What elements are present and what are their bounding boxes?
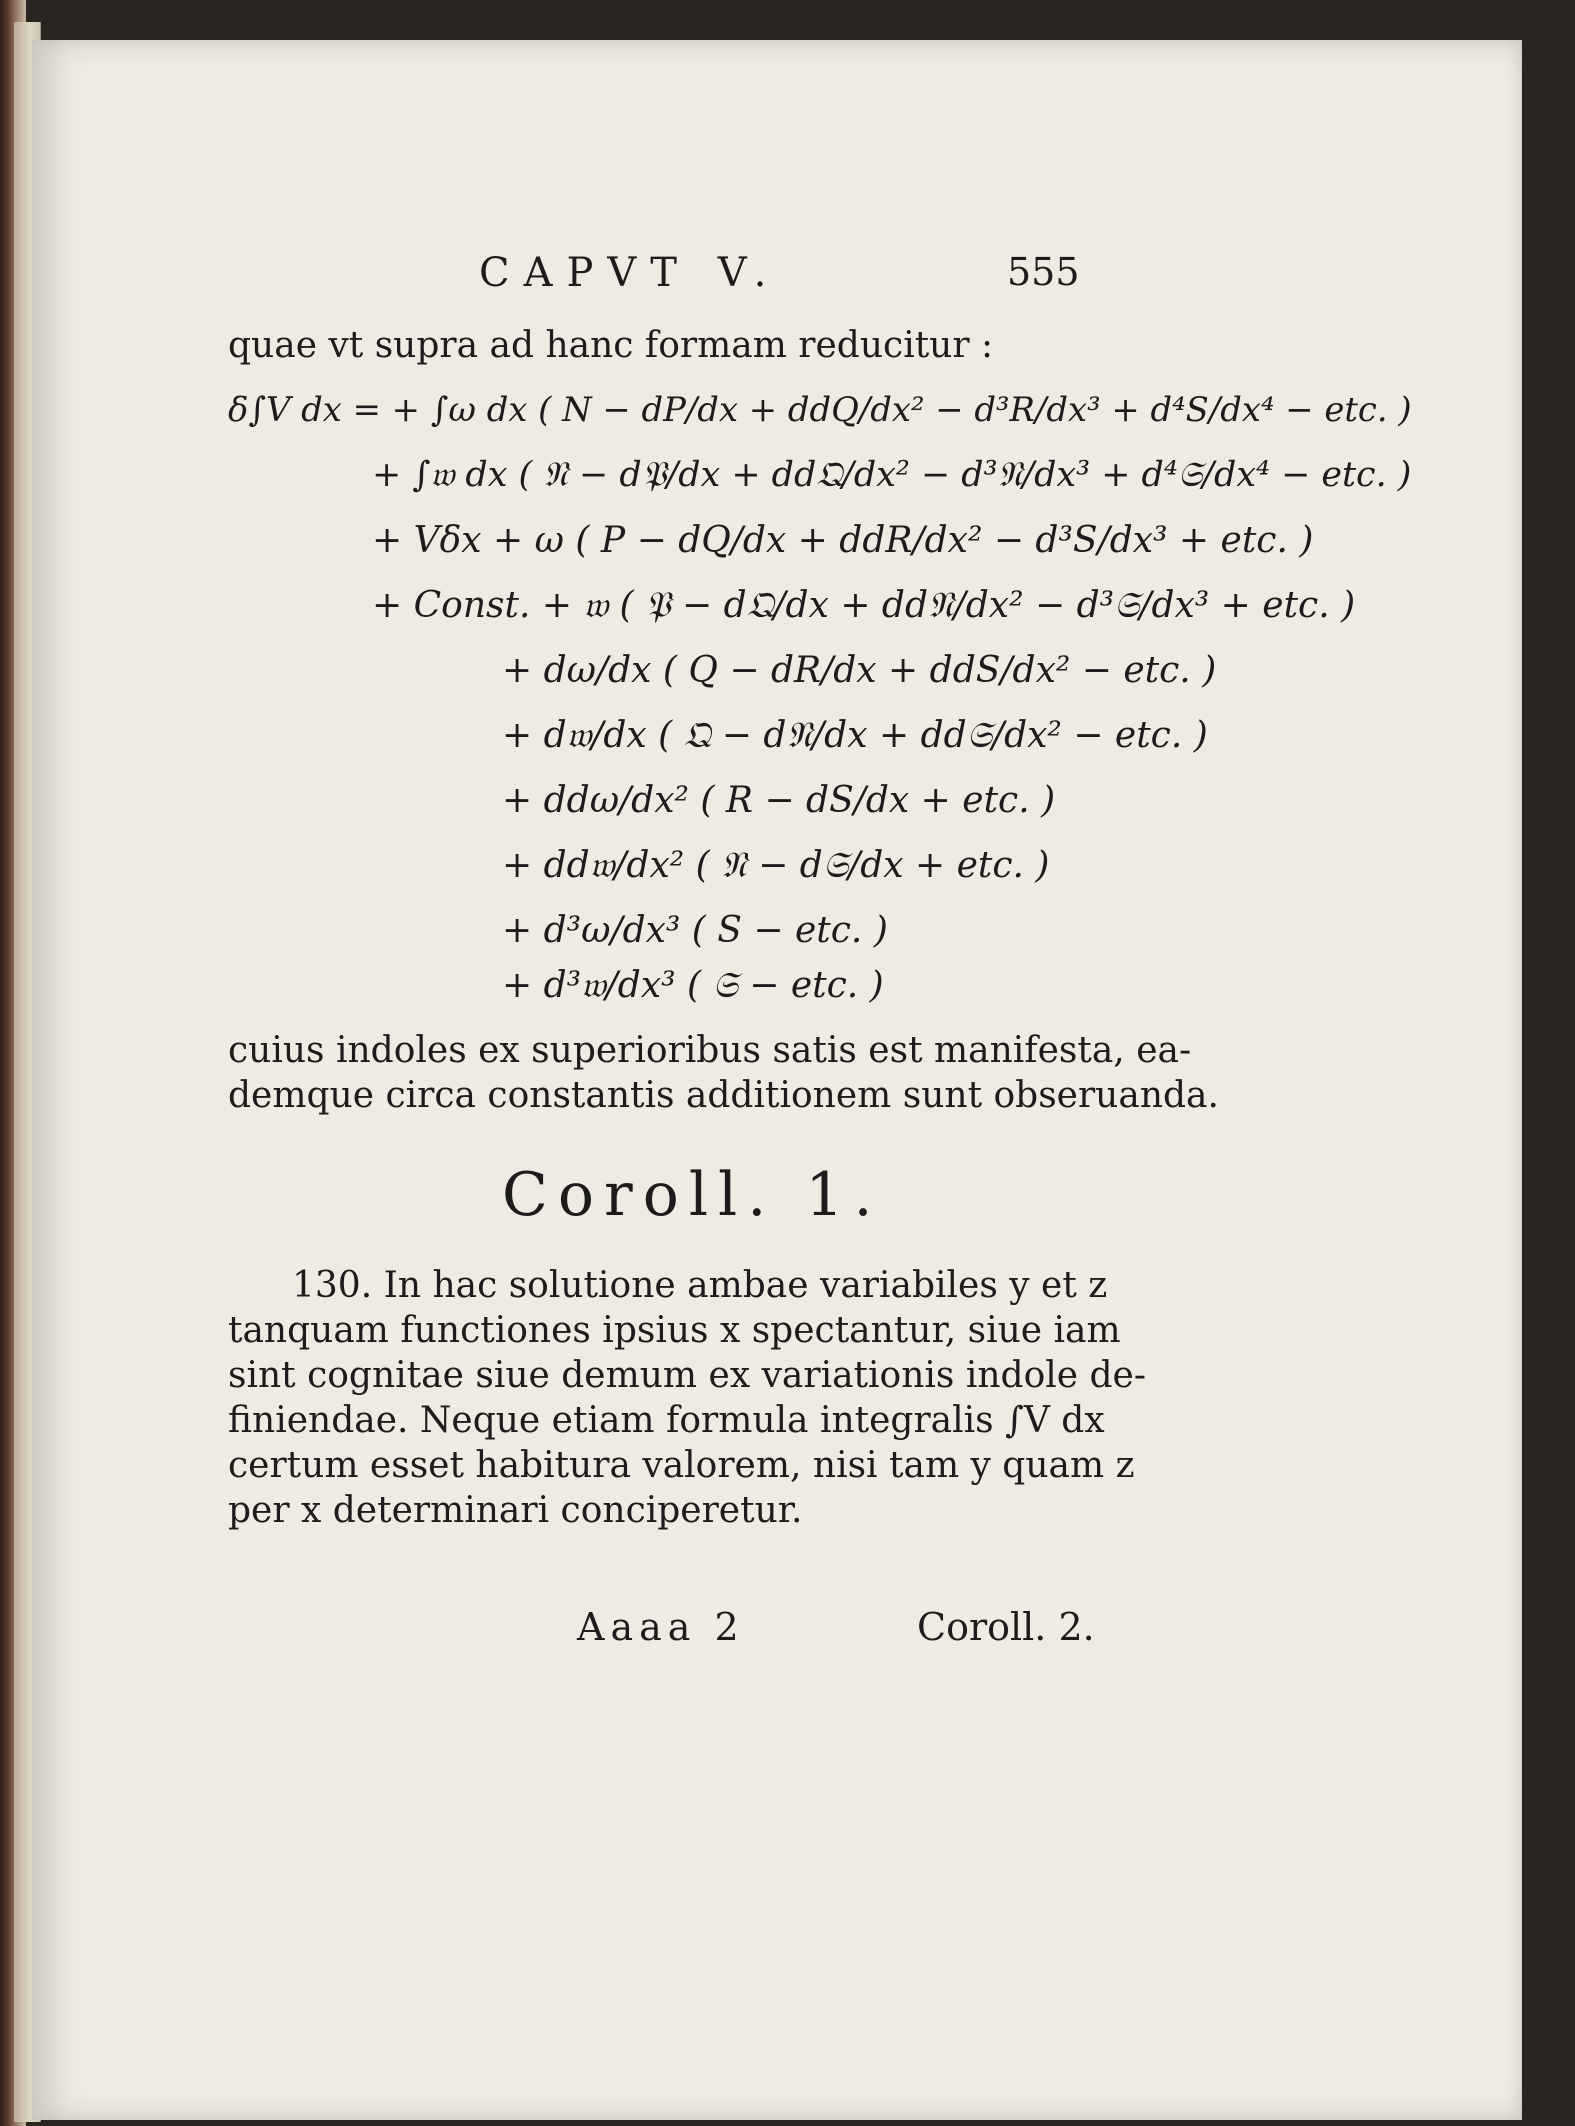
paragraph-line: tanquam functiones ipsius x spectantur, siue iam bbox=[228, 1310, 1121, 1351]
paragraph-line: per x determinari conciperetur. bbox=[228, 1490, 803, 1531]
running-header: CAPVT V. bbox=[479, 250, 781, 296]
conclusion-line: demque circa constantis additionem sunt obseruanda. bbox=[228, 1075, 1219, 1116]
paragraph-line: sint cognitae siue demum ex variationis indole de- bbox=[228, 1355, 1147, 1396]
page-number: 555 bbox=[1007, 250, 1080, 294]
paragraph-line: 130. In hac solutione ambae variabiles y et z bbox=[292, 1265, 1108, 1306]
equation-line: + Vδx + ω ( P − dQ/dx + ddR/dx² − d³S/dx³ + etc. ) bbox=[372, 520, 1314, 561]
equation-line: + d³𝔴/dx³ ( 𝔖 − etc. ) bbox=[502, 965, 884, 1006]
book-page bbox=[32, 40, 1522, 2120]
section-heading: Coroll. 1. bbox=[502, 1160, 883, 1230]
catchword: Coroll. 2. bbox=[917, 1605, 1095, 1649]
equation-line: + dω/dx ( Q − dR/dx + ddS/dx² − etc. ) bbox=[502, 650, 1217, 691]
intro-line: quae vt supra ad hanc formam reducitur : bbox=[228, 325, 994, 366]
paragraph-line: finiendae. Neque etiam formula integralis ∫V dx bbox=[228, 1400, 1105, 1441]
equation-line: + ddω/dx² ( R − dS/dx + etc. ) bbox=[502, 780, 1056, 821]
equation-line: + d³ω/dx³ ( S − etc. ) bbox=[502, 910, 888, 951]
equation-line: + Const. + 𝔴 ( 𝔓 − d𝔔/dx + dd𝔑/dx² − d³𝔖/dx³ + etc. ) bbox=[372, 585, 1356, 626]
equation-line: + ∫𝔴 dx ( 𝔑 − d𝔓/dx + dd𝔔/dx² − d³𝔑/dx³ + d⁴𝔖/dx⁴ − etc. ) bbox=[372, 455, 1412, 495]
signature-mark: Aaaa 2 bbox=[577, 1605, 745, 1649]
conclusion-line: cuius indoles ex superioribus satis est manifesta, ea- bbox=[228, 1030, 1192, 1071]
equation-line: + dd𝔴/dx² ( 𝔑 − d𝔖/dx + etc. ) bbox=[502, 845, 1050, 886]
paragraph-line: certum esset habitura valorem, nisi tam y quam z bbox=[228, 1445, 1135, 1486]
equation-line: + d𝔴/dx ( 𝔔 − d𝔑/dx + dd𝔖/dx² − etc. ) bbox=[502, 715, 1208, 756]
equation-line: δ∫V dx = + ∫ω dx ( N − dP/dx + ddQ/dx² − d³R/dx³ + d⁴S/dx⁴ − etc. ) bbox=[228, 390, 1412, 429]
